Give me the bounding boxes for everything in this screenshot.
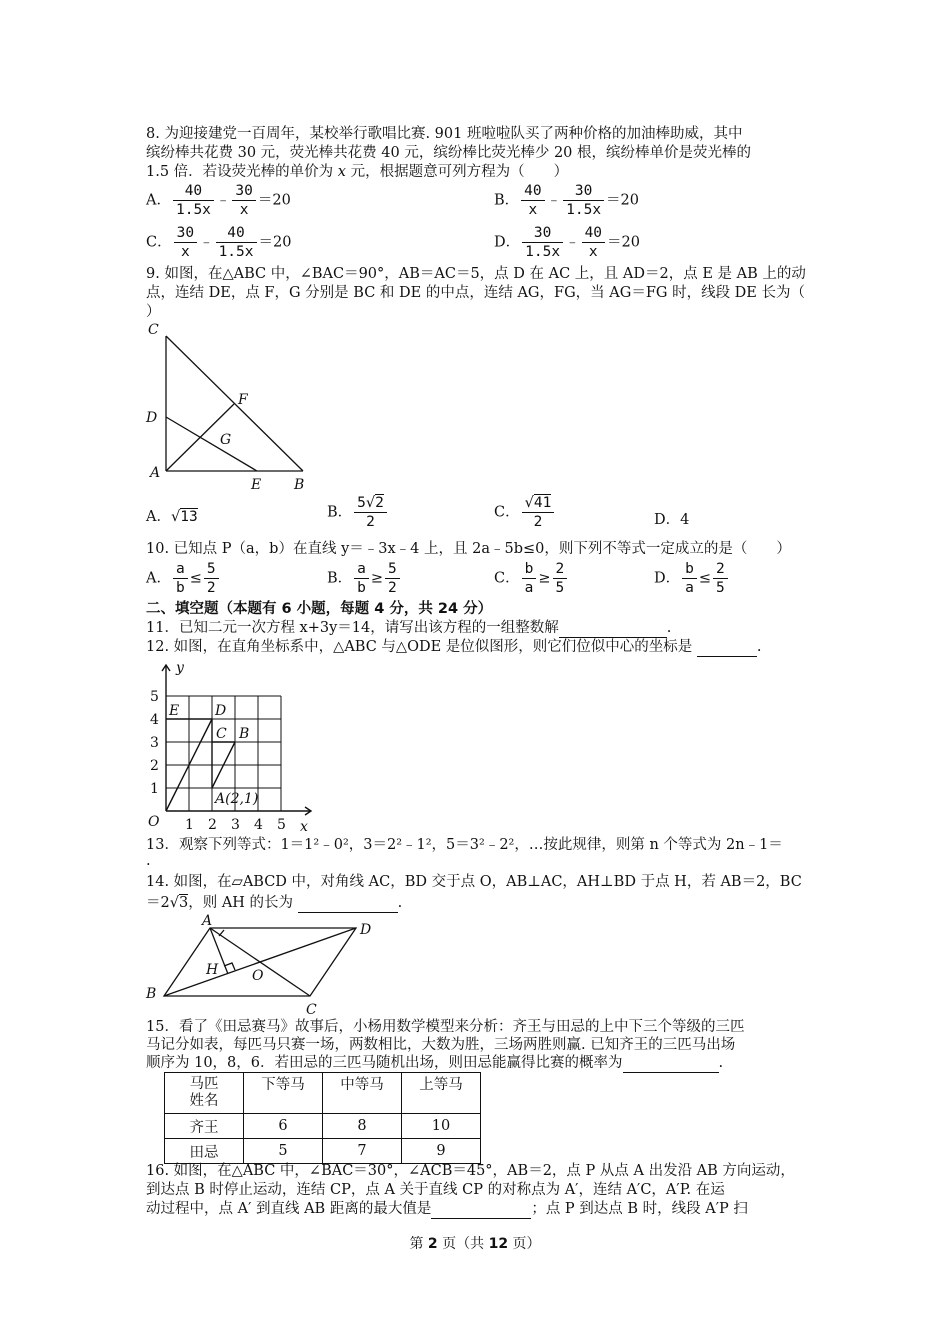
label-h: H xyxy=(206,962,219,978)
label-a: A(2,1) xyxy=(215,791,259,807)
q9-line3: ） xyxy=(146,304,161,320)
table-cell: 6 xyxy=(244,1114,323,1139)
origin-label: O xyxy=(148,814,160,830)
x-tick-4: 4 xyxy=(254,817,263,833)
page-footer: 第 2 页（共 12 页） xyxy=(409,1236,541,1252)
q16-line2: 到达点 B 时停止运动，连结 CP，点 A 关于直线 CP 的对称点为 A′，连结 A′C，A′P. 在运 xyxy=(146,1182,725,1198)
table-header: 上等马 xyxy=(402,1073,481,1114)
label-e: E xyxy=(251,477,262,493)
y-tick-5: 5 xyxy=(150,689,159,705)
q10-option-d[interactable]: D． $\frac{b}{a}$ ≤ $\frac{2}{5}$ xyxy=(654,560,730,597)
label-d: D xyxy=(146,410,158,426)
label-d: D xyxy=(360,922,372,938)
q10-option-c[interactable]: C． $\frac{b}{a}$ ≥ $\frac{2}{5}$ xyxy=(494,560,569,597)
label-o: O xyxy=(252,968,264,984)
q10-option-a[interactable]: A． $\frac{a}{b}$ ≤ $\frac{5}{2}$ xyxy=(146,560,221,597)
y-tick-3: 3 xyxy=(150,735,159,751)
label-f: F xyxy=(238,392,248,408)
q9-line1: 9. 如图，在△ABC 中，∠BAC＝90°，AB＝AC＝5，点 D 在 AC 上，且 AD＝2，点 E 是 AB 上的动 xyxy=(146,266,806,282)
q9-option-b[interactable]: B． $\frac{5√2}{2}$ xyxy=(327,494,389,531)
table-header-row xyxy=(165,1073,481,1114)
table-header: 下等马 xyxy=(244,1073,323,1114)
x-tick-2: 2 xyxy=(208,817,217,833)
table-cell: 8 xyxy=(323,1114,402,1139)
q16-line1: 16. 如图，在△ABC 中，∠BAC＝30°，∠ACB＝45°，AB＝2，点 P 从点 A 出发沿 AB 方向运动， xyxy=(146,1163,795,1179)
q9-option-d[interactable]: D．4 xyxy=(654,512,690,528)
q9-option-a[interactable]: A．√13 xyxy=(146,509,198,525)
table-cell: 齐王 xyxy=(165,1114,244,1139)
table-cell: 7 xyxy=(323,1139,402,1164)
q12-answer-blank[interactable] xyxy=(697,638,757,657)
y-tick-4: 4 xyxy=(150,712,159,728)
label-c: C xyxy=(306,1002,317,1018)
q8-option-a[interactable]: A． $\frac{40}{1.5x}$ ﹣ $\frac{30}{x}$ ＝20 xyxy=(146,183,291,218)
q15-line3: 顺序为 10，8，6．若田忌的三匹马随机出场，则田忌能赢得比赛的概率为 . xyxy=(146,1055,724,1071)
label-c: C xyxy=(216,726,227,742)
y-tick-1: 1 xyxy=(150,781,159,797)
table-header: 中等马 xyxy=(323,1073,402,1114)
q8-line2: 缤纷棒共花费 30 元，荧光棒共花费 40 元，缤纷棒比荧光棒少 20 根，缤纷棒单价是荧光棒的 xyxy=(146,145,752,161)
table-cell: 田忌 xyxy=(165,1139,244,1164)
q9-triangle-figure xyxy=(140,318,320,493)
table-cell: 10 xyxy=(402,1114,481,1139)
label-d: D xyxy=(215,703,227,719)
section-heading: 二、填空题（本题有 6 小题，每题 4 分，共 24 分） xyxy=(146,601,493,617)
q8-option-d[interactable]: D． $\frac{30}{1.5x}$ ﹣ $\frac{40}{x}$ ＝20 xyxy=(494,225,640,260)
q14-parallelogram-figure xyxy=(140,912,380,1018)
q12-line: 12. 如图，在直角坐标系中，△ABC 与△ODE 是位似图形，则它们位似中心的坐标是 . xyxy=(146,639,762,655)
q14-line2: ＝2√3，则 AH 的长为 . xyxy=(146,895,403,911)
segment-de xyxy=(166,417,257,471)
table-corner-cell: 马匹 姓名 xyxy=(165,1073,244,1114)
diagonal-bd xyxy=(164,928,356,996)
y-axis-label: y xyxy=(176,660,184,676)
q15-answer-blank[interactable] xyxy=(623,1054,719,1073)
q12-coordinate-figure xyxy=(140,658,320,834)
table-row xyxy=(165,1114,481,1139)
q8-option-b[interactable]: B． $\frac{40}{x}$ ﹣ $\frac{30}{1.5x}$ ＝20 xyxy=(494,183,639,218)
q15-line2: 马记分如表，每匹马只赛一场，两数相比，大数为胜，三场两胜则赢. 已知齐王的三匹马出场 xyxy=(146,1037,736,1053)
q10-line1: 10. 已知点 P（a，b）在直线 y＝﹣3x﹣4 上，且 2a﹣5b≤0，则下列不等式一定成立的是（ ） xyxy=(146,541,791,557)
q14-line1: 14. 如图，在▱ABCD 中，对角线 AC，BD 交于点 O，AB⊥AC，AH⊥BD 于点 H，若 AB＝2，BC xyxy=(146,874,802,890)
q14-answer-blank[interactable] xyxy=(298,894,398,913)
label-e: E xyxy=(169,703,180,719)
x-tick-3: 3 xyxy=(231,817,240,833)
q10-option-b[interactable]: B． $\frac{a}{b}$ ≥ $\frac{5}{2}$ xyxy=(327,560,402,597)
label-g: G xyxy=(220,432,232,448)
label-c: C xyxy=(148,322,159,338)
table-row xyxy=(165,1139,481,1164)
x-axis-label: x xyxy=(300,819,308,834)
q16-line3: 动过程中，点 A′ 到直线 AB 距离的最大值是 ；点 P 到达点 B 时，线段 A′P 扫 xyxy=(146,1201,748,1217)
x-tick-5: 5 xyxy=(277,817,286,833)
q11-line: 11．已知二元一次方程 x+3y＝14，请写出该方程的一组整数解 . xyxy=(146,620,672,636)
label-a: A xyxy=(150,465,161,481)
q15-score-table xyxy=(164,1072,481,1164)
q8-line1: 8. 为迎接建党一百周年，某校举行歌唱比赛. 901 班啦啦队买了两种价格的加油棒助威，其中 xyxy=(146,126,743,142)
x-tick-1: 1 xyxy=(185,817,194,833)
label-b: B xyxy=(146,986,157,1002)
label-b: B xyxy=(294,477,305,493)
q15-line1: 15．看了《田忌赛马》故事后，小杨用数学模型来分析：齐王与田忌的上中下三个等级的三匹 xyxy=(146,1019,745,1035)
q16-answer-blank[interactable] xyxy=(431,1200,531,1219)
q13-answer-blank[interactable]: . xyxy=(146,853,151,869)
label-a: A xyxy=(202,913,213,929)
q9-option-c[interactable]: C． $\frac{√41}{2}$ xyxy=(494,494,556,531)
q13-line: 13．观察下列等式：1＝1²﹣0²，3＝2²﹣1²，5＝3²﹣2²，…按此规律，则第 n 个等式为 2n﹣1＝ xyxy=(146,837,783,853)
y-tick-2: 2 xyxy=(150,758,159,774)
table-cell: 5 xyxy=(244,1139,323,1164)
q9-line2: 点，连结 DE，点 F，G 分别是 BC 和 DE 的中点，连结 AG，FG，当 AG＝FG 时，线段 DE 长为（ xyxy=(146,285,805,301)
table-cell: 9 xyxy=(402,1139,481,1164)
label-b: B xyxy=(239,726,250,742)
q11-answer-blank[interactable] xyxy=(559,619,667,638)
q8-option-c[interactable]: C． $\frac{30}{x}$ ﹣ $\frac{40}{1.5x}$ ＝20 xyxy=(146,225,292,260)
q8-line3: 1.5 倍．若设荧光棒的单价为 x 元，根据题意可列方程为（ ） xyxy=(146,164,569,180)
